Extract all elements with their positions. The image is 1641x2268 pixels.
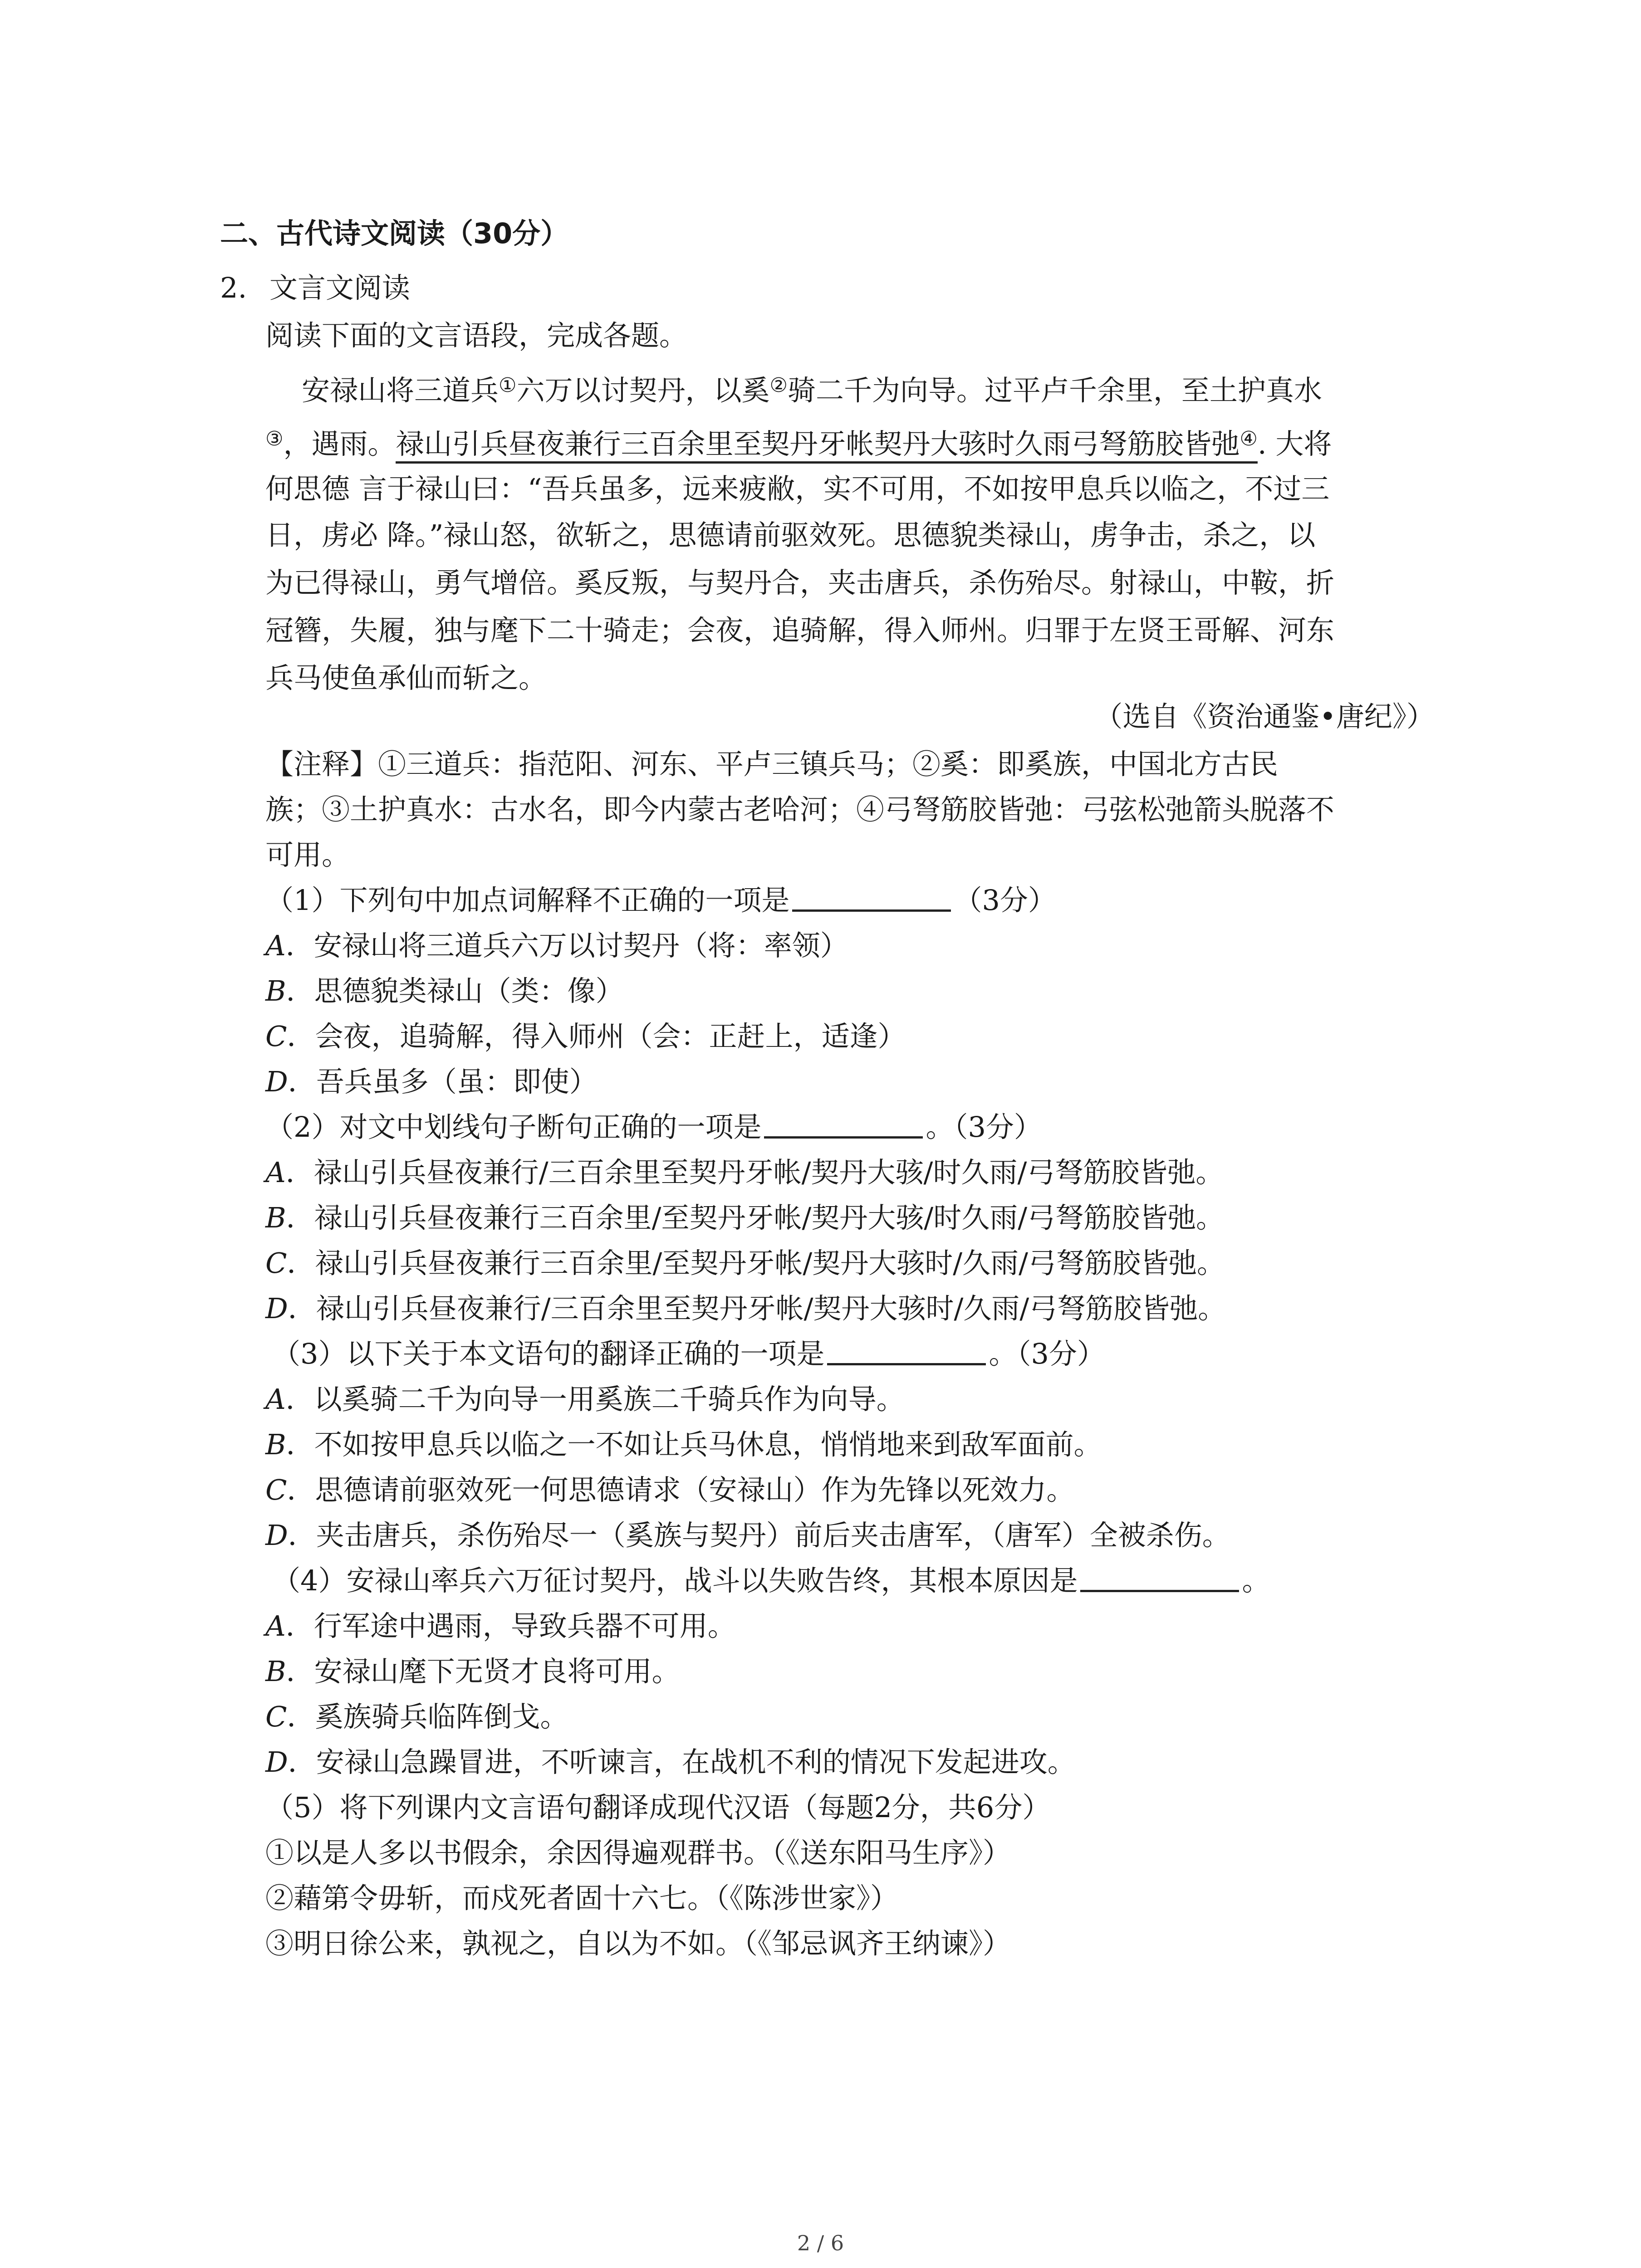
q4-option-a bbox=[265, 1603, 736, 1649]
note-marker-4: ④ bbox=[1239, 427, 1258, 450]
q2-option-d bbox=[265, 1286, 1226, 1331]
passage-line-3: 何思德 言于禄山曰：“吾兵虽多，远来疲敝，实不可用，不如按甲息兵以临之，不过三 bbox=[265, 472, 1330, 505]
option-letter: B bbox=[265, 1655, 286, 1688]
option-letter: B bbox=[265, 1201, 286, 1234]
underlined-text: 禄山引兵昼夜兼行三百余里至契丹牙帐契丹大骇时久雨弓弩筋胶皆弛 bbox=[396, 427, 1240, 460]
note-marker-1: ① bbox=[499, 374, 517, 397]
question-number: 2. bbox=[220, 271, 247, 304]
option-text: ．不如按甲息兵以临之一不如让兵马休息，悄悄地来到敌军面前。 bbox=[286, 1428, 1102, 1461]
q1-stem-text: （1）下列句中加点词解释不正确的一项是 bbox=[265, 884, 790, 917]
option-letter: C bbox=[265, 1473, 287, 1506]
passage-line-6: 冠簪，失履，独与麾下二十骑走；会夜，追骑解，得入师州。归罪于左贤王哥解、河东 bbox=[265, 614, 1335, 647]
q4-option-c bbox=[265, 1694, 568, 1740]
passage-line-7: 兵马使鱼承仙而斩之。 bbox=[265, 661, 547, 694]
q5-item-2: ②藉第令毋斩，而戍死者固十六七。（《陈涉世家》） bbox=[265, 1882, 899, 1915]
option-letter: D bbox=[265, 1292, 288, 1325]
q3-score: 。（3分） bbox=[989, 1337, 1105, 1370]
section-title: 二、古代诗文阅读（30分） bbox=[220, 217, 569, 250]
option-text: ．吾兵虽多（虽：即使） bbox=[288, 1065, 598, 1098]
passage-text: ，遇雨。 bbox=[283, 427, 396, 460]
question-heading bbox=[220, 265, 410, 311]
q4-answer-blank[interactable] bbox=[1080, 1562, 1239, 1592]
q2-option-c bbox=[265, 1241, 1225, 1286]
q2-option-b bbox=[265, 1195, 1224, 1241]
option-text: ．行军途中遇雨，导致兵器不可用。 bbox=[285, 1609, 736, 1642]
option-letter: D bbox=[265, 1065, 288, 1098]
option-letter: C bbox=[265, 1020, 287, 1053]
notes-line-2: 族；③土护真水：古水名，即今内蒙古老哈河；④弓弩筋胶皆弛：弓弦松弛箭头脱落不 bbox=[265, 793, 1335, 826]
q1-option-d bbox=[265, 1059, 598, 1105]
option-letter: B bbox=[265, 974, 286, 1007]
option-text: ．夹击唐兵，杀伤殆尽一（奚族与契丹）前后夹击唐军，（唐军）全被杀伤。 bbox=[288, 1519, 1230, 1552]
option-text: ．禄山引兵昼夜兼行三百余里/至契丹牙帐/契丹大骇/时久雨/弓弩筋胶皆弛。 bbox=[286, 1201, 1225, 1234]
passage-line-2 bbox=[265, 416, 1332, 467]
q2-stem-text: （2）对文中划线句子断句正确的一项是 bbox=[265, 1110, 762, 1144]
q5-item-1: ①以是人多以书假余，余因得遍观群书。（《送东阳马生序》） bbox=[265, 1836, 1011, 1869]
q4-stem-text: （4）安禄山率兵六万征讨契丹，战斗以失败告终，其根本原因是 bbox=[272, 1564, 1078, 1597]
passage-text: . 大将 bbox=[1257, 427, 1332, 460]
q1-option-c bbox=[265, 1014, 906, 1059]
option-letter: C bbox=[265, 1700, 287, 1733]
q4-option-b bbox=[265, 1649, 680, 1694]
q1-option-a bbox=[265, 923, 848, 968]
q1-stem bbox=[265, 878, 1056, 923]
q5-item-3: ③明日徐公来，孰视之，自以为不如。（《邹忌讽齐王纳谏》） bbox=[265, 1927, 1011, 1960]
q5-stem: （5）将下列课内文言语句翻译成现代汉语（每题2分，共6分） bbox=[265, 1791, 1051, 1824]
q3-option-b bbox=[265, 1422, 1102, 1467]
passage-text: 安禄山将三道兵 bbox=[302, 374, 499, 407]
passage-line-1 bbox=[302, 363, 1322, 413]
note-marker-2: ② bbox=[769, 374, 788, 397]
note-marker-3: ③ bbox=[265, 427, 284, 450]
q3-stem-text: （3）以下关于本文语句的翻译正确的一项是 bbox=[272, 1337, 825, 1370]
question-title: 文言文阅读 bbox=[269, 271, 410, 304]
q1-answer-blank[interactable] bbox=[792, 881, 951, 912]
option-text: ．禄山引兵昼夜兼行三百余里/至契丹牙帐/契丹大骇时/久雨/弓弩筋胶皆弛。 bbox=[287, 1246, 1225, 1280]
option-text: ．奚族骑兵临阵倒戈。 bbox=[287, 1700, 568, 1733]
option-letter: C bbox=[265, 1246, 287, 1280]
option-letter: B bbox=[265, 1428, 286, 1461]
notes-line-1: 【注释】①三道兵：指范阳、河东、平卢三镇兵马；②奚：即奚族，中国北方古民 bbox=[265, 748, 1279, 781]
q4-stem bbox=[272, 1558, 1270, 1603]
q1-option-b bbox=[265, 968, 624, 1014]
q2-answer-blank[interactable] bbox=[764, 1108, 923, 1139]
option-letter: A bbox=[265, 1609, 286, 1642]
passage-line-5: 为已得禄山，勇气增倍。奚反叛，与契丹合，夹击唐兵，杀伤殆尽。射禄山，中鞍，折 bbox=[265, 566, 1335, 599]
q2-stem bbox=[265, 1105, 1042, 1150]
q3-stem bbox=[272, 1331, 1105, 1377]
option-text: ．以奚骑二千为向导一用奚族二千骑兵作为向导。 bbox=[285, 1383, 905, 1416]
q3-answer-blank[interactable] bbox=[827, 1335, 986, 1365]
q3-option-c bbox=[265, 1467, 1074, 1513]
option-letter: A bbox=[265, 1383, 286, 1416]
option-text: ．禄山引兵昼夜兼行/三百余里至契丹牙帐/契丹大骇时/久雨/弓弩筋胶皆弛。 bbox=[288, 1292, 1226, 1325]
option-letter: D bbox=[265, 1745, 288, 1779]
option-letter: A bbox=[265, 929, 286, 962]
option-letter: A bbox=[265, 1156, 286, 1189]
passage-line-4: 日，虏必 降。”禄山怒，欲斩之，思德请前驱效死。思德貌类禄山，虏争击，杀之，以 bbox=[265, 518, 1316, 552]
q4-score: 。 bbox=[1242, 1564, 1270, 1597]
passage-text: 骑二千为向导。过平卢千余里，至土护真水 bbox=[787, 374, 1322, 407]
passage-source: （选自《资治通鉴•唐纪》） bbox=[1094, 700, 1435, 733]
option-text: ．安禄山急躁冒进，不听谏言，在战机不利的情况下发起进攻。 bbox=[288, 1745, 1076, 1779]
option-text: ．禄山引兵昼夜兼行/三百余里至契丹牙帐/契丹大骇/时久雨/弓弩筋胶皆弛。 bbox=[285, 1156, 1224, 1189]
passage-text: 六万以讨契丹，以奚 bbox=[516, 374, 770, 407]
underlined-sentence bbox=[396, 427, 1257, 464]
q2-option-a bbox=[265, 1150, 1224, 1195]
instruction: 阅读下面的文言语段，完成各题。 bbox=[265, 319, 688, 352]
option-letter: D bbox=[265, 1519, 288, 1552]
option-text: ．安禄山将三道兵六万以讨契丹（将：率领） bbox=[285, 929, 848, 962]
q4-option-d bbox=[265, 1740, 1076, 1785]
q2-score: 。（3分） bbox=[926, 1110, 1042, 1144]
option-text: ．思德请前驱效死一何思德请求（安禄山）作为先锋以死效力。 bbox=[287, 1473, 1075, 1506]
option-text: ．会夜，追骑解，得入师州（会：正赶上，适逢） bbox=[287, 1020, 906, 1053]
notes-line-3: 可用。 bbox=[265, 838, 350, 871]
q3-option-d bbox=[265, 1513, 1230, 1558]
q3-option-a bbox=[265, 1377, 905, 1422]
option-text: ．思德貌类禄山（类：像） bbox=[286, 974, 624, 1007]
q1-score: （3分） bbox=[954, 884, 1056, 917]
option-text: ．安禄山麾下无贤才良将可用。 bbox=[286, 1655, 680, 1688]
page-number: 2 / 6 bbox=[797, 2231, 844, 2255]
